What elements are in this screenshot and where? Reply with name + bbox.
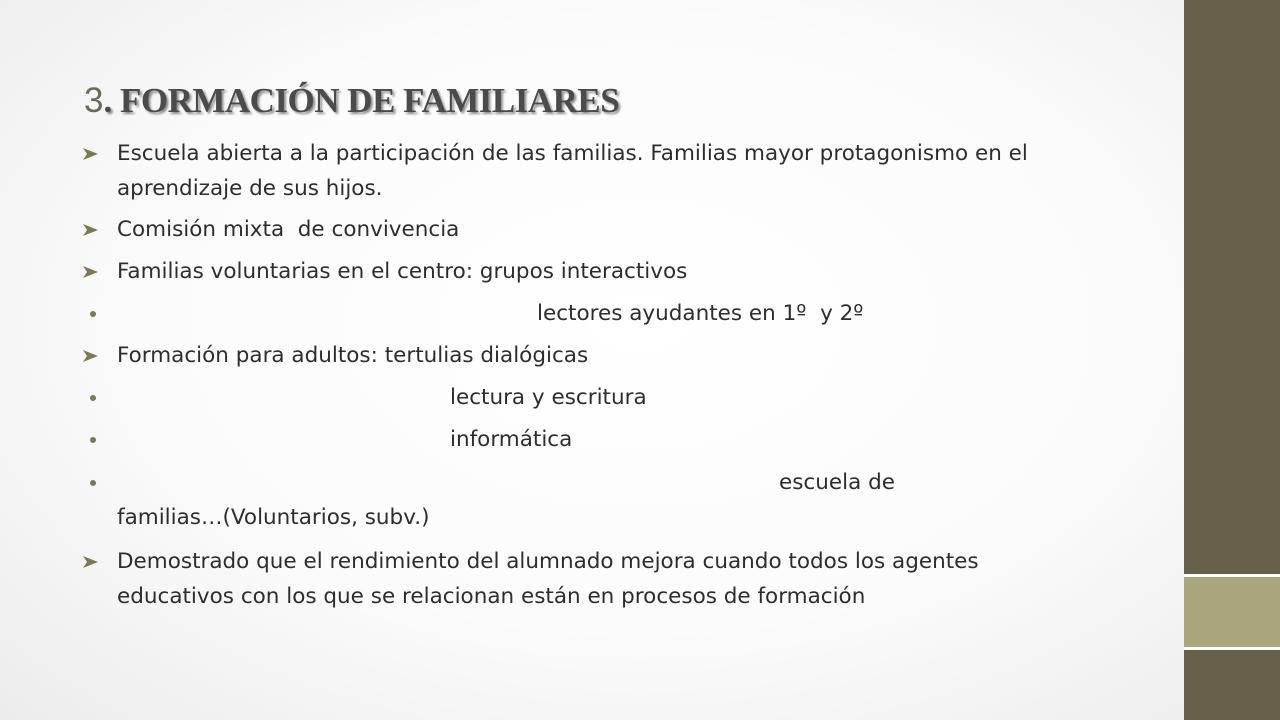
- dot-bullet-icon: [90, 395, 96, 401]
- arrow-bullet-icon: [82, 545, 102, 579]
- list-item-text-continued: educativos con los que se relacionan están en procesos de formación: [117, 584, 866, 609]
- arrow-bullet-icon: [82, 213, 102, 247]
- sidebar-accent-band: [1184, 577, 1280, 647]
- list-item-text: informática: [450, 427, 573, 452]
- list-item-text: Comisión mixta de convivencia: [117, 217, 460, 242]
- list-item-text: Demostrado que el rendimiento del alumnado mejora cuando todos los agentes: [117, 549, 979, 574]
- list-item-text-continued: aprendizaje de sus hijos.: [117, 176, 383, 201]
- arrow-bullet-icon: [82, 255, 102, 289]
- list-item-text-continued: familias…(Voluntarios, subv.): [117, 505, 430, 530]
- sidebar-divider: [1184, 647, 1280, 650]
- arrow-bullet-icon: [82, 339, 102, 373]
- arrow-bullet-icon: [82, 137, 102, 171]
- list-item-text: lectura y escritura: [450, 385, 647, 410]
- dot-bullet-icon: [90, 311, 96, 317]
- decorative-sidebar: [1184, 0, 1280, 720]
- title-number: 3: [84, 81, 104, 120]
- list-item-text: Formación para adultos: tertulias dialógicas: [117, 343, 589, 368]
- list-item-text: escuela de: [779, 470, 895, 495]
- list-item-text: Familias voluntarias en el centro: grupos interactivos: [117, 259, 688, 284]
- dot-bullet-icon: [90, 480, 96, 486]
- dot-bullet-icon: [90, 437, 96, 443]
- list-item-text: lectores ayudantes en 1º y 2º: [537, 301, 864, 326]
- list-item-text: Escuela abierta a la participación de las familias. Familias mayor protagonismo en el: [117, 141, 1028, 166]
- title-text: . FORMACIÓN DE FAMILIARES: [103, 81, 620, 120]
